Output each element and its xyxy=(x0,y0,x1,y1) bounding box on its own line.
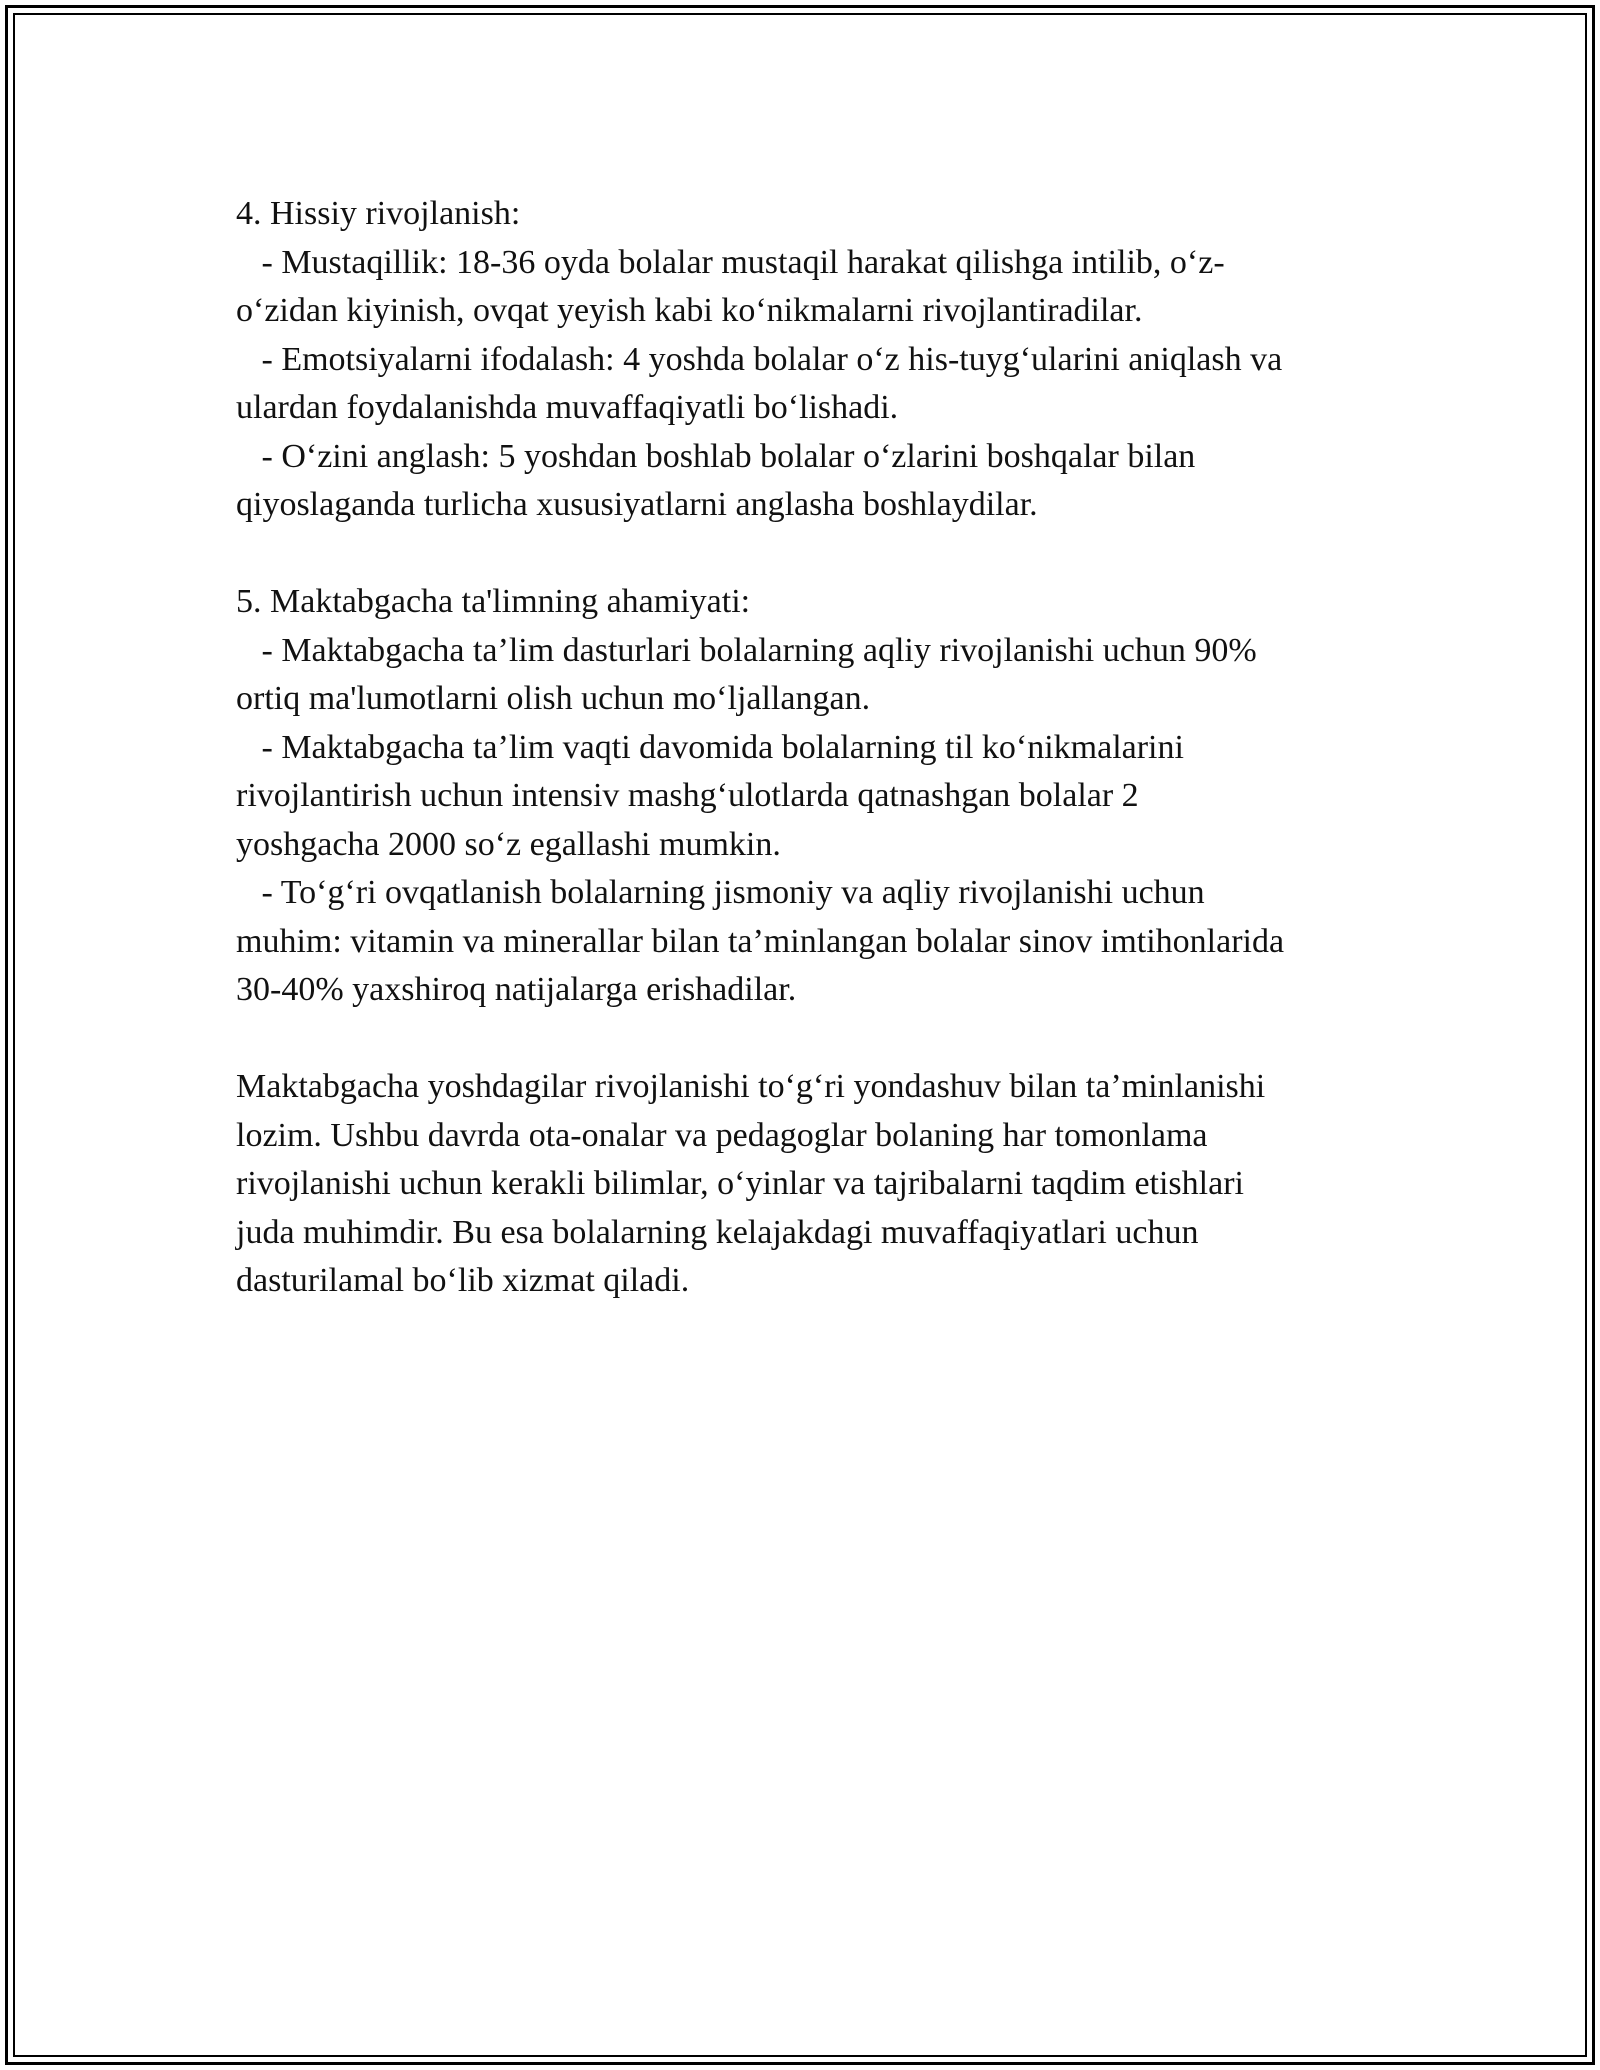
list-item-line: - To‘g‘ri ovqatlanish bolalarning jismoniy va aqliy rivojlanishi uchun xyxy=(236,874,1205,911)
section-heading: 5. Maktabgacha ta'limning ahamiyati: xyxy=(236,583,751,620)
list-item xyxy=(236,869,1386,1015)
section-preschool-education-importance xyxy=(236,578,1386,1015)
paragraph-spacer xyxy=(236,530,1386,579)
list-item-line: - Emotsiyalarni ifodalash: 4 yoshda bolalar o‘z his-tuyg‘ularini aniqlash va xyxy=(236,340,1283,378)
section-heading: 4. Hissiy rivojlanish: xyxy=(236,195,521,232)
list-item-line: 30-40% yaxshiroq natijalarga erishadilar. xyxy=(236,971,797,1008)
list-item-line: yoshgacha 2000 so‘z egallashi mumkin. xyxy=(236,825,781,863)
section-emotional-development xyxy=(236,190,1386,530)
list-item xyxy=(236,724,1386,870)
list-item-line: rivojlantirish uchun intensiv mashg‘ulotlarda qatnashgan bolalar 2 xyxy=(236,777,1139,814)
list-item xyxy=(236,239,1386,336)
list-item-line: - Maktabgacha ta’lim vaqti davomida bolalarning til ko‘nikmalarini xyxy=(236,728,1184,766)
conclusion-paragraph xyxy=(236,1063,1386,1306)
list-item-line: - Mustaqillik: 18-36 oyda bolalar mustaqil harakat qilishga intilib, o‘z- xyxy=(236,243,1225,281)
document-body xyxy=(236,190,1386,1306)
list-item xyxy=(236,336,1386,433)
paragraph-spacer xyxy=(236,1015,1386,1064)
list-item-line: - Maktabgacha ta’lim dasturlari bolalarning aqliy rivojlanishi uchun 90% xyxy=(236,631,1257,669)
list-item-line: qiyoslaganda turlicha xususiyatlarni anglasha boshlaydilar. xyxy=(236,486,1038,523)
list-item-line: ulardan foydalanishda muvaffaqiyatli bo‘lishadi. xyxy=(236,389,899,426)
list-item xyxy=(236,433,1386,530)
paragraph-line: lozim. Ushbu davrda ota-onalar va pedagoglar bolaning har tomonlama xyxy=(236,1116,1208,1154)
paragraph-line: rivojlanishi uchun kerakli bilimlar, o‘yinlar va tajribalarni taqdim etishlari xyxy=(236,1165,1244,1202)
list-item-line: ortiq ma'lumotlarni olish uchun mo‘ljallangan. xyxy=(236,680,871,717)
list-item xyxy=(236,627,1386,724)
paragraph-line: dasturilamal bo‘lib xizmat qiladi. xyxy=(236,1262,690,1299)
paragraph-line: Maktabgacha yoshdagilar rivojlanishi to‘g‘ri yondashuv bilan ta’minlanishi xyxy=(236,1068,1266,1105)
paragraph-line: juda muhimdir. Bu esa bolalarning kelajakdagi muvaffaqiyatlari uchun xyxy=(236,1213,1199,1251)
list-item-line: muhim: vitamin va minerallar bilan ta’minlangan bolalar sinov imtihonlarida xyxy=(236,922,1285,960)
list-item-line: o‘zidan kiyinish, ovqat yeyish kabi ko‘nikmalarni rivojlantiradilar. xyxy=(236,292,1143,329)
list-item-line: - O‘zini anglash: 5 yoshdan boshlab bolalar o‘zlarini boshqalar bilan xyxy=(236,437,1196,475)
